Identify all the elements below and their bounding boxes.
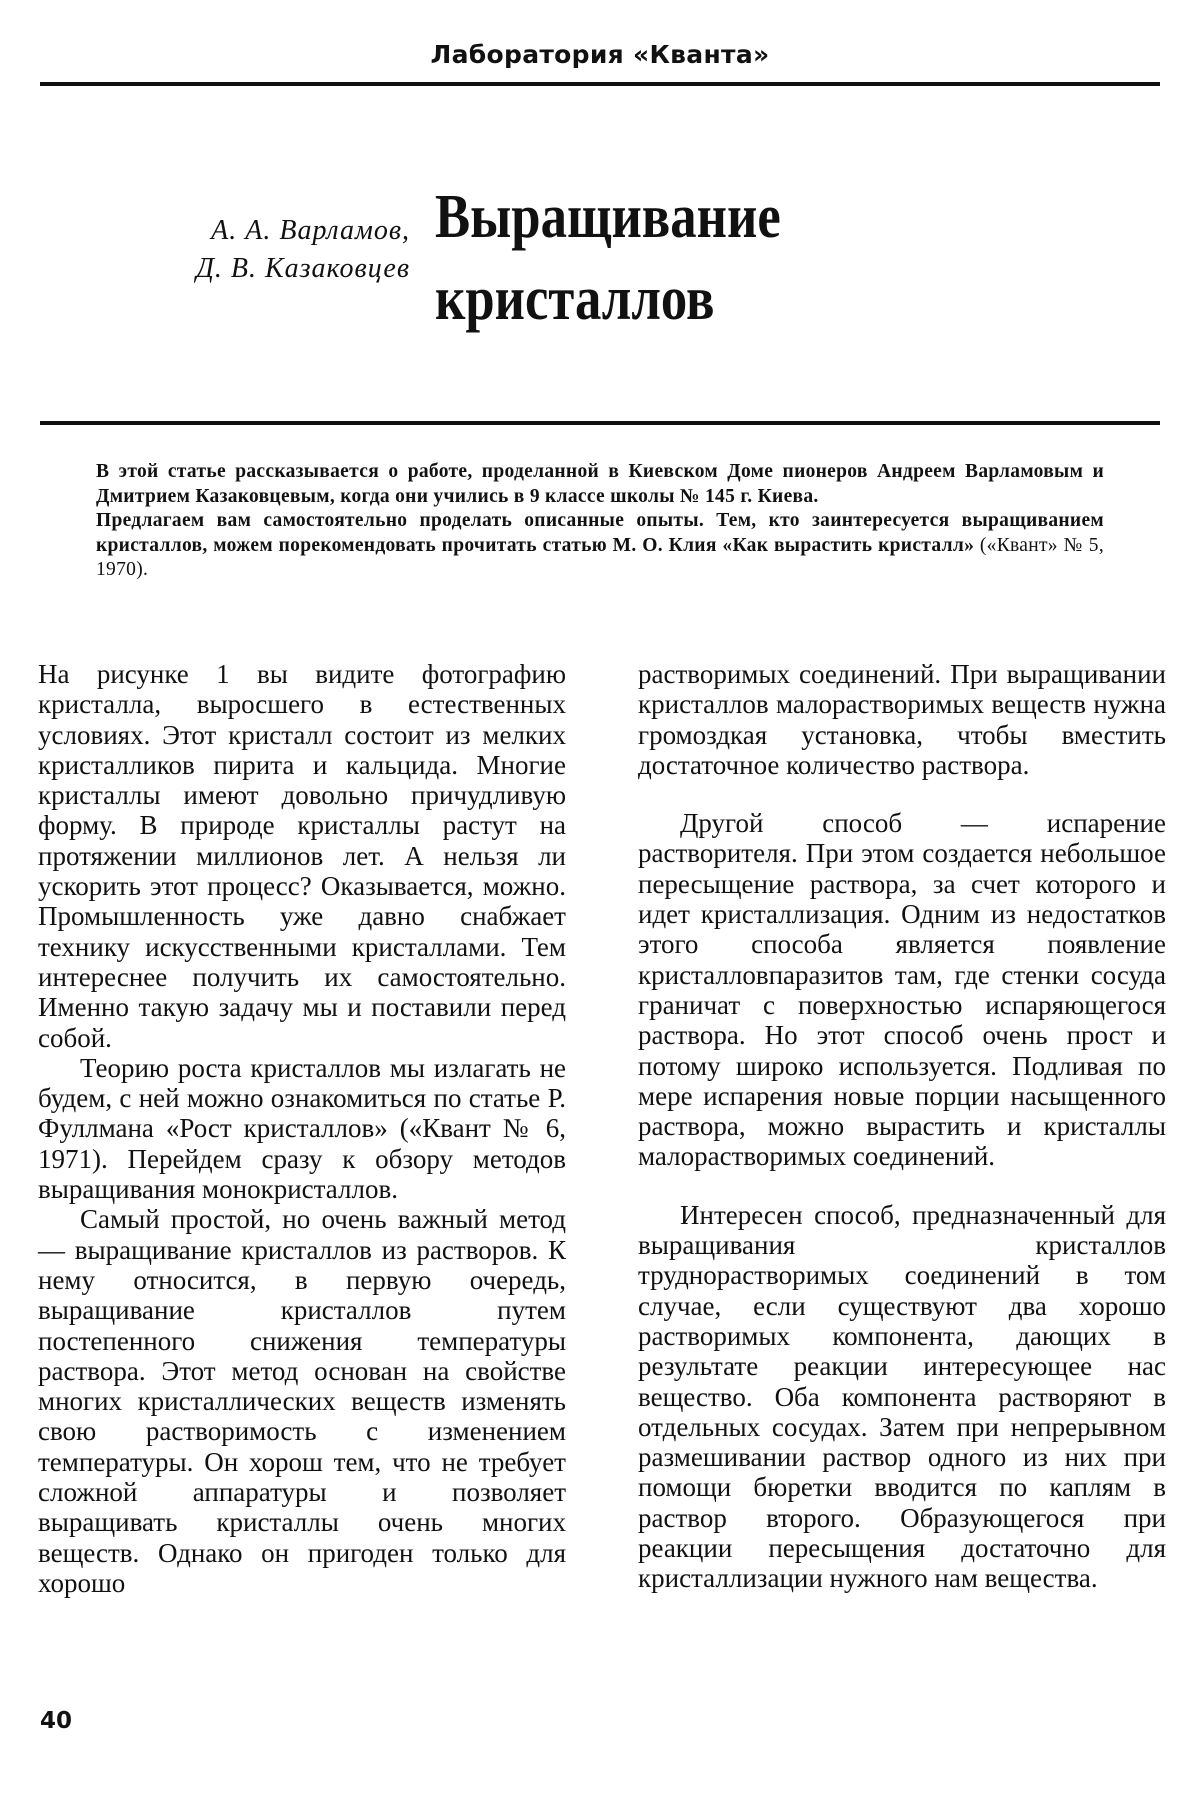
author-1: А. А. Варламов, [211,215,410,246]
page-number: 40 [40,1708,73,1734]
body-paragraph: растворимых соединений. При выращивании кристаллов малорастворимых веществ нужна громоздкая установка, чтобы вместить достаточное количество раствора. [638,659,1166,780]
title-line-2: кристаллов [435,265,715,333]
body-paragraph: Самый простой, но очень важный метод — выращивание кристаллов из растворов. К нему относится, в первую очередь, выращивание кристаллов путем постепенного снижения температуры раствора. Этот метод основан на свойстве многих кристаллических веществ изменять свою растворимость с изменением температуры. Он хорош тем, что не требует сложной аппаратуры и позволяет выращивать кристаллы очень многих веществ. Однако он пригоден только для хорошо [38,1204,566,1598]
body-paragraph: Теорию роста кристаллов мы излагать не будем, с ней можно ознакомиться по статье Р. Фуллмана «Рост кристаллов» («Квант № 6, 1971). Перейдем сразу к обзору методов выращивания монокристаллов. [38,1052,566,1205]
body-paragraph: На рисунке 1 вы видите фотографию кристалла, выросшего в естественных условиях. Этот кристалл состоит из мелких кристалликов пирита и кальцида. Многие кристаллы имеют довольно причудливую форму. В природе кристаллы растут на протяжении миллионов лет. А нельзя ли ускорить этот процесс? Оказывается, можно. Промышленность уже давно снабжает технику искусственными кристаллами. Тем интереснее получить их самостоятельно. Именно такую задачу мы и поставили перед собой. [38,659,566,1053]
intro-paragraph-1: В этой статье рассказывается о работе, проделанной в Киевском Доме пионеров Андреем Варламовым и Дмитрием Казаковцевым, когда они учились в 9 классе школы № 145 г. Киева. [96,461,1104,507]
intro-paragraph-2 [96,509,1104,583]
article-title [435,176,1030,340]
article-authors [120,212,410,288]
header-rule [40,82,1160,86]
title-rule [40,421,1160,425]
title-line-1: Выращивание [435,183,781,251]
body-paragraph: Интересен способ, предназначенный для выращивания кристаллов труднорастворимых соединений в том случае, если существуют два хорошо растворимых компонента, дающих в результате реакции интересующее нас вещество. Оба компонента растворяют в отдельных сосудах. Затем при непрерывном размешивании раствор одного из них при помощи бюретки вводится по каплям в раствор второго. Образующегося при реакции пересыщения достаточно для кристаллизации нужного нам вещества. [638,1199,1166,1594]
intro-citation: («Квант» № 5, 1970). [96,534,1104,580]
section-header: Лаборатория «Кванта» [430,40,770,69]
body-paragraph: Другой способ — испарение растворителя. При этом создается небольшое пересыщение раствора, за счет которого и идет кристаллизация. Одним из недостатков этого способа является появление кристалловпаразитов там, где стенки сосуда граничат с поверхностью испаряющегося раствора. Но этот способ очень прост и потому широко используется. Подливая по мере испарения новые порции насыщенного раствора, можно вырастить и кристаллы малорастворимых соединений. [638,808,1166,1172]
author-2: Д. В. Казаковцев [196,253,410,284]
body-column-left [38,659,566,1598]
intro-recommendation: Предлагаем вам самостоятельно проделать описанные опыты. Тем, кто заинтересуется выращиванием кристаллов, можем порекомендовать прочитать статью М. О. Клия «Как вырастить кристалл» [96,510,1104,556]
article-intro [96,460,1104,583]
body-column-right [638,659,1166,1594]
